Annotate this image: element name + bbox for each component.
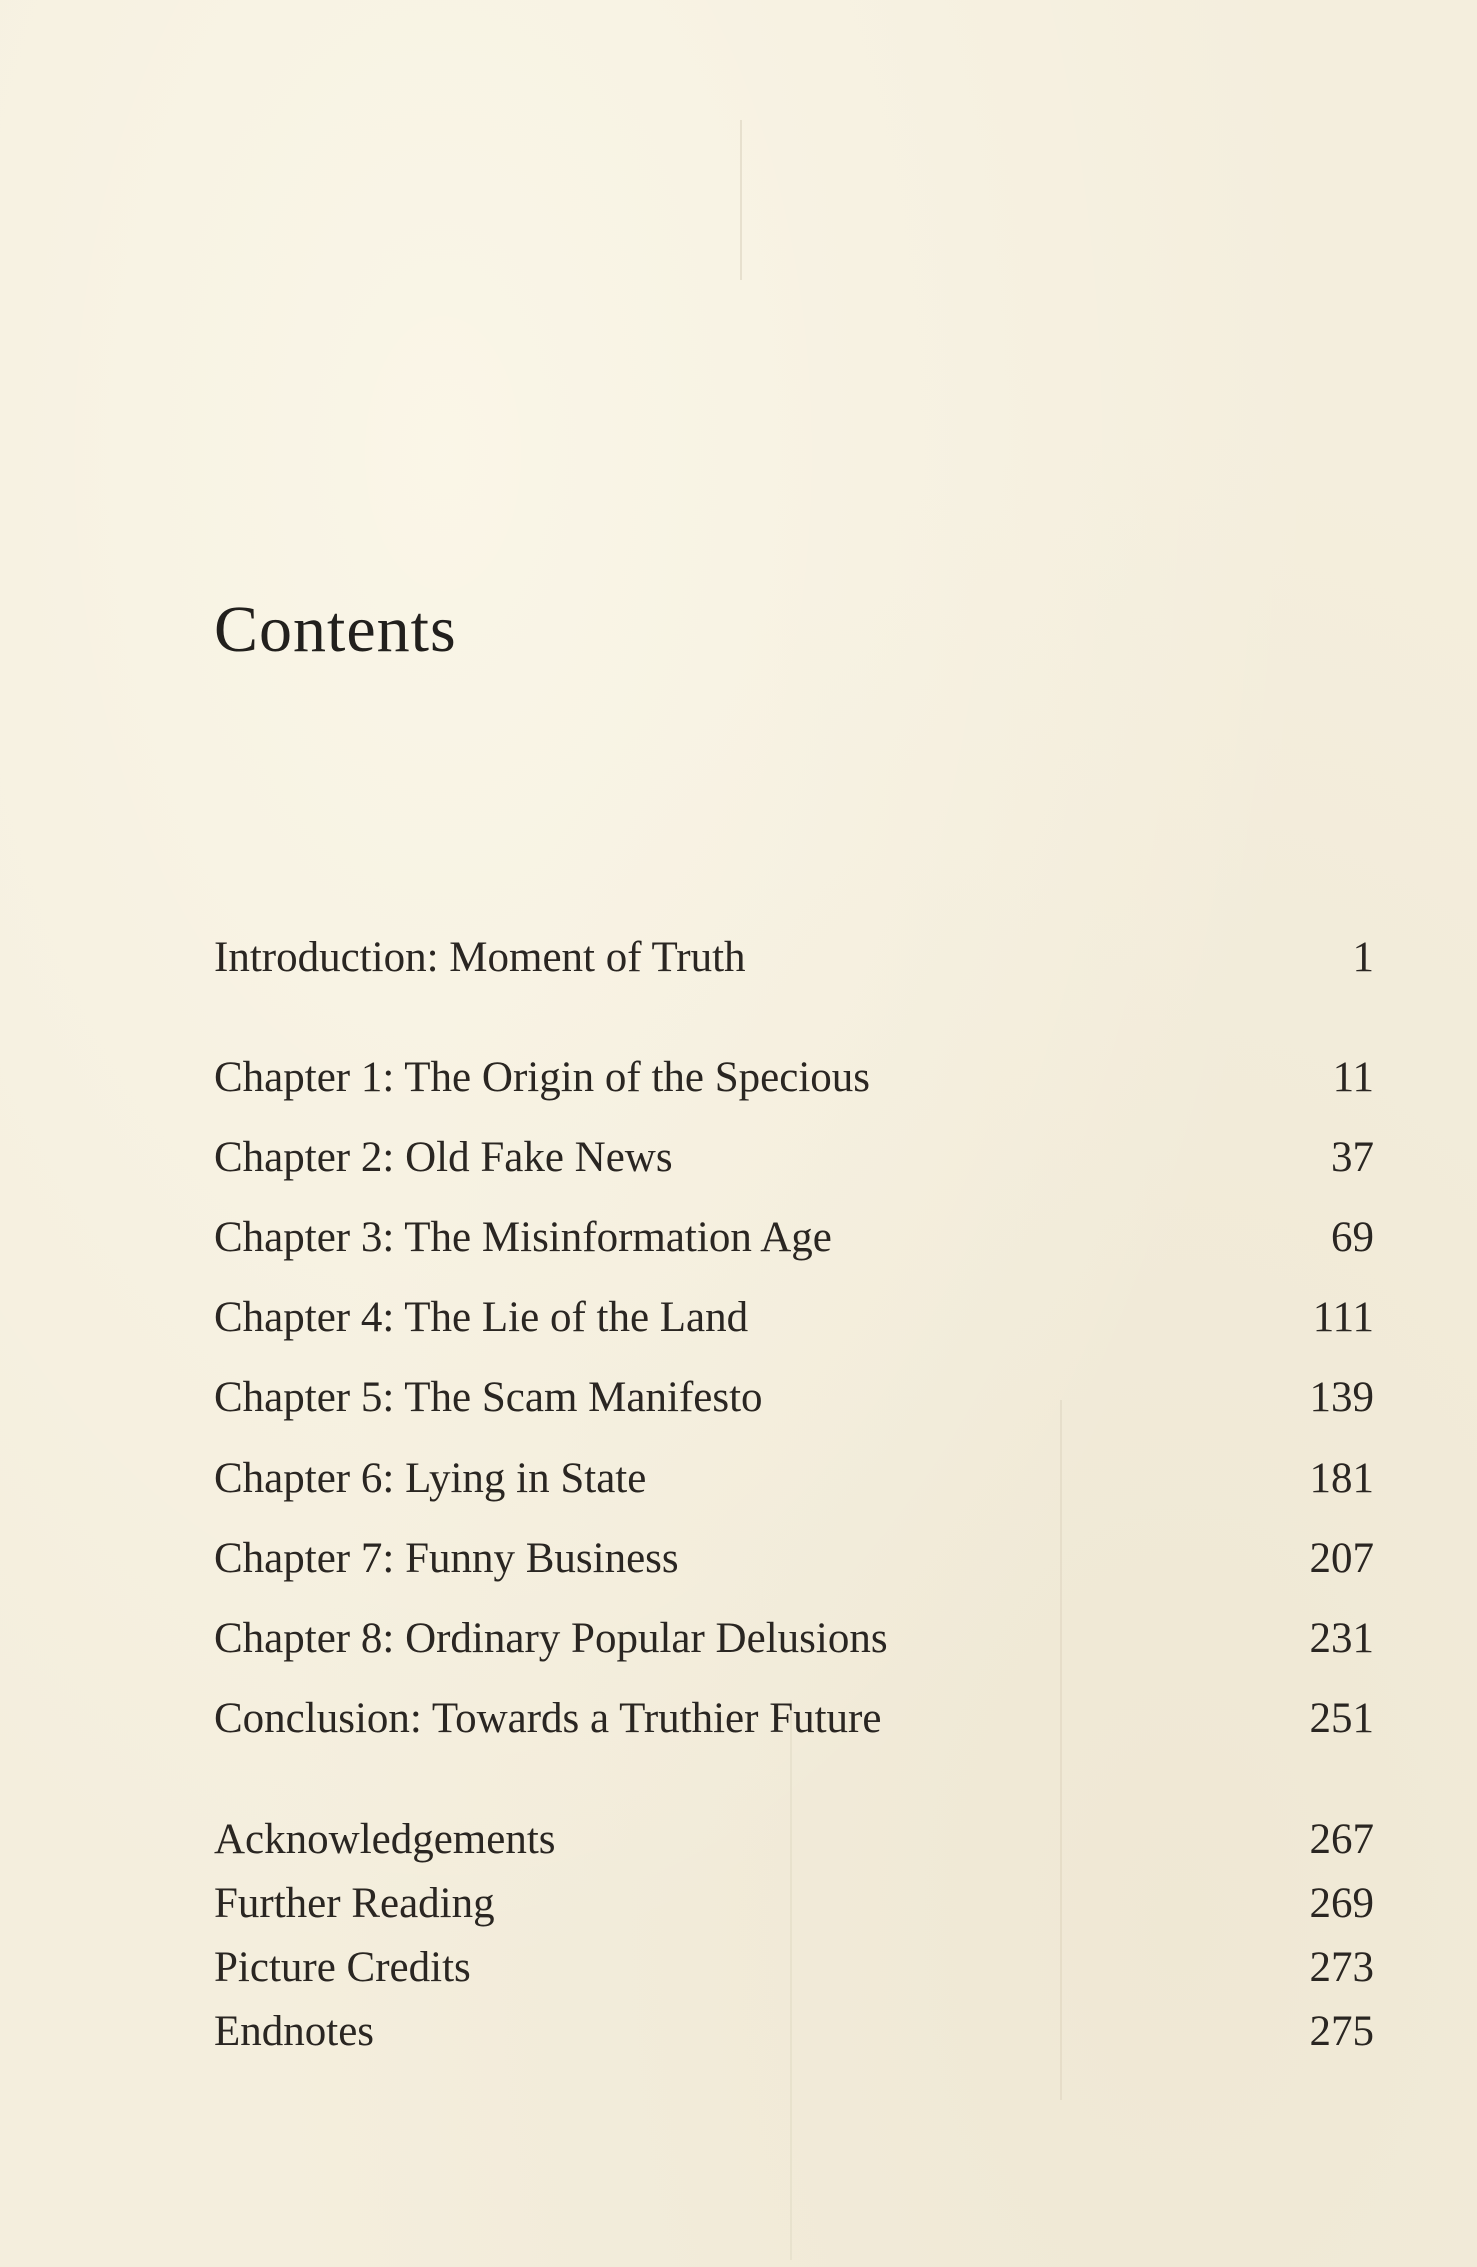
toc-entry-chapter-4[interactable] [214, 1288, 1374, 1348]
toc-entry-label: Endnotes [214, 2008, 375, 2055]
toc-entry-label: Picture Credits [214, 1944, 471, 1991]
toc-entry-label: Acknowledgements [214, 1816, 556, 1863]
toc-entry-label: Chapter 1: The Origin of the Specious [214, 1054, 871, 1101]
toc-entry-page: 273 [1309, 1944, 1374, 1991]
toc-entry-label: Chapter 8: Ordinary Popular Delusions [214, 1615, 888, 1662]
toc-entry-picture-credits[interactable] [214, 1938, 1374, 1998]
toc-entry-label: Conclusion: Towards a Truthier Future [214, 1695, 882, 1742]
toc-entry-chapter-1[interactable] [214, 1048, 1374, 1108]
toc-entry-endnotes[interactable] [214, 2002, 1374, 2062]
toc-entry-page: 267 [1309, 1816, 1374, 1863]
toc-entry-page: 181 [1309, 1455, 1374, 1502]
toc-entry-label: Further Reading [214, 1880, 495, 1927]
toc-entry-page: 139 [1309, 1374, 1374, 1421]
toc-entry-chapter-3[interactable] [214, 1208, 1374, 1268]
toc-entry-page: 111 [1312, 1294, 1374, 1341]
toc-entry-label: Chapter 5: The Scam Manifesto [214, 1374, 763, 1421]
toc-entry-page: 269 [1309, 1880, 1374, 1927]
paper-crease [740, 120, 742, 280]
toc-entry-label: Chapter 6: Lying in State [214, 1455, 647, 1502]
toc-entry-page: 37 [1331, 1134, 1374, 1181]
toc-entry-page: 275 [1309, 2008, 1374, 2055]
toc-entry-page: 1 [1352, 934, 1374, 981]
toc-entry-chapter-5[interactable] [214, 1368, 1374, 1428]
toc-entry-label: Chapter 3: The Misinformation Age [214, 1214, 832, 1261]
toc-entry-page: 207 [1309, 1535, 1374, 1582]
toc-entry-acknowledgements[interactable] [214, 1810, 1374, 1870]
toc-entry-further-reading[interactable] [214, 1874, 1374, 1934]
toc-entry-chapter-2[interactable] [214, 1128, 1374, 1188]
toc-entry-page: 231 [1309, 1615, 1374, 1662]
toc-entry-chapter-8[interactable] [214, 1609, 1374, 1669]
toc-entry-page: 251 [1309, 1695, 1374, 1742]
toc-entry-page: 69 [1331, 1214, 1374, 1261]
toc-entry-label: Introduction: Moment of Truth [214, 934, 746, 981]
toc-entry-chapter-6[interactable] [214, 1449, 1374, 1509]
page-title: Contents [214, 593, 457, 666]
toc-entry-conclusion[interactable] [214, 1689, 1374, 1749]
toc-entry-label: Chapter 4: The Lie of the Land [214, 1294, 749, 1341]
toc-entry-chapter-7[interactable] [214, 1529, 1374, 1589]
toc-entry-introduction[interactable] [214, 928, 1374, 988]
toc-entry-label: Chapter 7: Funny Business [214, 1535, 679, 1582]
toc-entry-label: Chapter 2: Old Fake News [214, 1134, 673, 1181]
toc-entry-page: 11 [1332, 1054, 1374, 1101]
